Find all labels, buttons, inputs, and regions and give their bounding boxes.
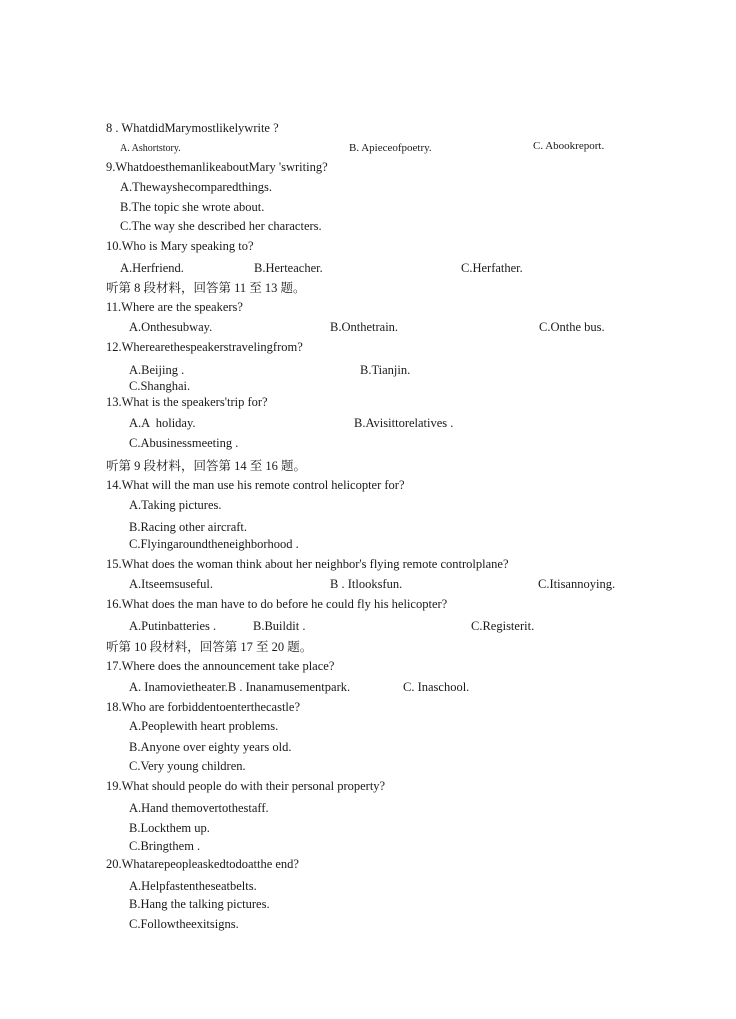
q13-option-a: A.A holiday. (129, 416, 196, 430)
q11-option-b: B.Onthetrain. (330, 320, 399, 334)
section-heading-9: 听第 9 段材料，回答第 14 至 16 题。 (106, 459, 307, 473)
q19-option-b: B.Lockthem up. (129, 821, 210, 835)
q14-option-b: B.Racing other aircraft. (129, 520, 248, 534)
q13-option-c: C.Abusinessmeeting . (129, 436, 239, 450)
q10-option-b: B.Herteacher. (254, 261, 323, 275)
question-10: 10.Who is Mary speaking to? (106, 239, 254, 253)
question-12: 12.Wherearethespeakerstravelingfrom? (106, 340, 303, 354)
q9-option-c: C.The way she described her characters. (120, 219, 322, 233)
q8-option-a: A. Ashortstory. (120, 143, 181, 154)
q11-option-a: A.Onthesubway. (129, 320, 213, 334)
q11-option-c: C.Onthe bus. (539, 320, 605, 334)
question-14: 14.What will the man use his remote control helicopter for? (106, 478, 405, 492)
q13-option-b: B.Avisittorelatives . (354, 416, 454, 430)
section-heading-8: 听第 8 段材料，回答第 11 至 13 题。 (106, 281, 306, 295)
q12-option-b: B.Tianjin. (360, 363, 411, 377)
q9-option-a: A.Thewayshecomparedthings. (120, 180, 273, 194)
question-17: 17.Where does the announcement take place? (106, 659, 335, 673)
q8-option-b: B. Apieceofpoetry. (349, 142, 432, 154)
q16-option-b: B.Buildit . (253, 619, 306, 633)
q15-option-a: A.Itseemsuseful. (129, 577, 214, 591)
q19-option-a: A.Hand themovertothestaff. (129, 801, 269, 815)
q20-option-a: A.Helpfastentheseatbelts. (129, 879, 257, 893)
section-heading-10: 听第 10 段材料，回答第 17 至 20 题。 (106, 640, 313, 654)
q19-option-c: C.Bringthem . (129, 839, 201, 853)
question-19: 19.What should people do with their personal property? (106, 779, 386, 793)
q18-option-c: C.Very young children. (129, 759, 246, 773)
q10-option-c: C.Herfather. (461, 261, 523, 275)
question-18: 18.Who are forbiddentoenterthecastle? (106, 700, 301, 714)
q14-option-c: C.Flyingaroundtheneighborhood . (129, 537, 299, 551)
question-8: 8 . WhatdidMarymostlikelywrite ? (106, 121, 279, 135)
q10-option-a: A.Herfriend. (120, 261, 184, 275)
q8-option-c: C. Abookreport. (533, 140, 605, 152)
question-15: 15.What does the woman think about her neighbor's flying remote controlplane? (106, 557, 509, 571)
q20-option-b: B.Hang the talking pictures. (129, 897, 270, 911)
question-20: 20.Whatarepeopleaskedtodoatthe end? (106, 857, 299, 871)
q20-option-c: C.Followtheexitsigns. (129, 917, 239, 931)
q14-option-a: A.Taking pictures. (129, 498, 222, 512)
q15-option-c: C.Itisannoying. (538, 577, 616, 591)
q12-option-c: C.Shanghai. (129, 379, 191, 393)
q18-option-a: A.Peoplewith heart problems. (129, 719, 279, 733)
q9-option-b: B.The topic she wrote about. (120, 200, 265, 214)
q16-option-a: A.Putinbatteries . (129, 619, 217, 633)
question-9: 9.WhatdoesthemanlikeaboutMary 'swriting? (106, 160, 328, 174)
q15-option-b: B . Itlooksfun. (330, 577, 403, 591)
q17-option-c: C. Inaschool. (403, 680, 470, 694)
question-13: 13.What is the speakers'trip for? (106, 395, 268, 409)
q17-option-ab: A. Inamovietheater.B . Inanamusementpark. (129, 680, 351, 694)
q16-option-c: C.Registerit. (471, 619, 535, 633)
q12-option-a: A.Beijing . (129, 363, 185, 377)
question-11: 11.Where are the speakers? (106, 300, 243, 314)
question-16: 16.What does the man have to do before he could fly his helicopter? (106, 597, 448, 611)
q18-option-b: B.Anyone over eighty years old. (129, 740, 292, 754)
